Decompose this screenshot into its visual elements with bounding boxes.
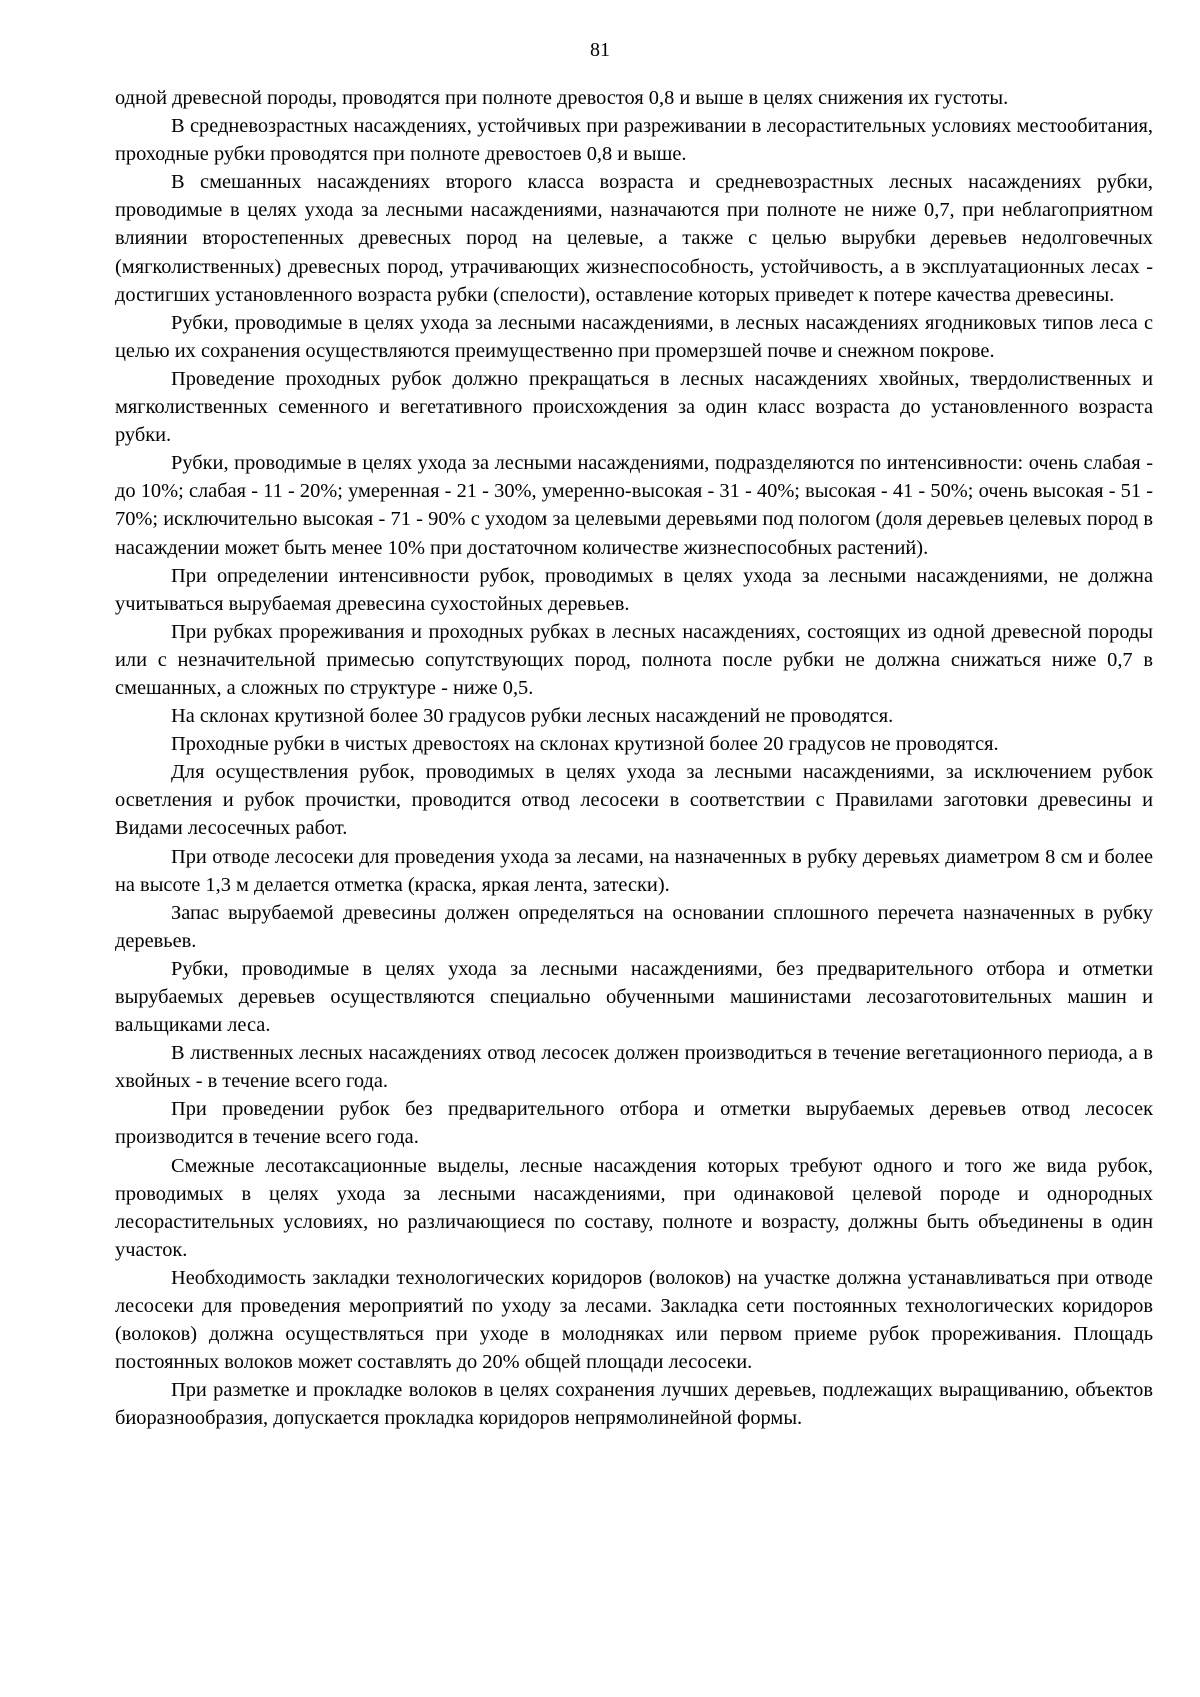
paragraph: Рубки, проводимые в целях ухода за лесными насаждениями, без предварительного отбора и отметки вырубаемых деревьев осуществляются специально обученными машинистами лесозаготовительных машин и вальщиками леса. (115, 957, 1153, 1037)
paragraph: При разметке и прокладке волоков в целях сохранения лучших деревьев, подлежащих выращиванию, объектов биоразнообразия, допускается прокладка коридоров непрямолинейной формы. (115, 1379, 1153, 1430)
paragraph: При отводе лесосеки для проведения ухода за лесами, на назначенных в рубку деревьях диаметром 8 см и более на высоте 1,3 м делается отметка (краска, яркая лента, затески). (115, 845, 1153, 896)
paragraph: Необходимость закладки технологических коридоров (волоков) на участке должна устанавливаться при отводе лесосеки для проведения мероприятий по уходу за лесами. Закладка сети постоянных технологических коридоров (волоков) должна осуществляться при уходе в молодняках или первом приеме рубок прореживания. Площадь постоянных волоков может составлять до 20% общей площади лесосеки. (115, 1266, 1153, 1374)
paragraph: Проходные рубки в чистых древостоях на склонах крутизной более 20 градусов не проводятся. (171, 733, 999, 756)
paragraph: В средневозрастных насаждениях, устойчивых при разреживании в лесорастительных условиях местообитания, проходные рубки проводятся при полноте древостоев 0,8 и выше. (115, 115, 1153, 166)
paragraph: При рубках прореживания и проходных рубках в лесных насаждениях, состоящих из одной древесной породы или с незначительной примесью сопутствующих пород, полнота после рубки не должна снижаться ниже 0,7 в смешанных, а сложных по структуре - ниже 0,5. (115, 620, 1153, 699)
paragraph: При определении интенсивности рубок, проводимых в целях ухода за лесными насаждениями, не должна учитываться вырубаемая древесина сухостойных деревьев. (115, 564, 1153, 615)
paragraph: Рубки, проводимые в целях ухода за лесными насаждениями, подразделяются по интенсивности: очень слабая - до 10%; слабая - 11 - 20%; умеренная - 21 - 30%, умеренно-высокая - 31 - 40%; высокая - 41 - 50%; очень высокая - 51 - 70%; исключительно высокая - 71 - 90% с уходом за целевыми деревьями под пологом (доля деревьев целевых пород в насаждении может быть менее 10% при достаточном количестве жизнеспособных растений). (115, 452, 1153, 559)
paragraph: Смежные лесотаксационные выделы, лесные насаждения которых требуют одного и того же вида рубок, проводимых в целях ухода за лесными насаждениями, при одинаковой целевой породе и однородных лесорастительных условиях, но различающиеся по составу, полноте и возрасту, должны быть объединены в один участок. (115, 1154, 1153, 1261)
paragraph: В смешанных насаждениях второго класса возраста и средневозрастных лесных насаждениях рубки, проводимые в целях ухода за лесными насаждениями, назначаются при полноте не ниже 0,7, при неблагоприятном влиянии второстепенных древесных пород на целевые, а также с целью вырубки деревьев недолговечных (мягколиственных) древесных пород, утрачивающих жизнеспособность, устойчивость, а в эксплуатационных лесах - достигших установленного возраста рубки (спелости), оставление которых приведет к потере качества древесины. (115, 171, 1153, 306)
paragraph: На склонах крутизной более 30 градусов рубки лесных насаждений не проводятся. (171, 705, 894, 728)
paragraph: Рубки, проводимые в целях ухода за лесными насаждениями, в лесных насаждениях ягодниковых типов леса с целью их сохранения осуществляются преимущественно при промерзшей почве и снежном покрове. (115, 311, 1153, 362)
page-body (115, 84, 1153, 1433)
page-number: 81 (590, 39, 610, 61)
paragraph-continued: одной древесной породы, проводятся при полноте древостоя 0,8 и выше в целях снижения их густоты. (115, 87, 1009, 109)
paragraph: Для осуществления рубок, проводимых в целях ухода за лесными насаждениями, за исключением рубок осветления и рубок прочистки, проводится отвод лесосеки в соответствии с Правилами заготовки древесины и Видами лесосечных работ. (115, 761, 1153, 840)
paragraph: При проведении рубок без предварительного отбора и отметки вырубаемых деревьев отвод лесосек производится в течение всего года. (115, 1098, 1153, 1149)
paragraph: В лиственных лесных насаждениях отвод лесосек должен производиться в течение вегетационного периода, а в хвойных - в течение всего года. (115, 1042, 1153, 1093)
paragraph: Запас вырубаемой древесины должен определяться на основании сплошного перечета назначенных в рубку деревьев. (115, 901, 1153, 952)
paragraph: Проведение проходных рубок должно прекращаться в лесных насаждениях хвойных, твердолиственных и мягколиственных семенного и вегетативного происхождения за один класс возраста до установленного возраста рубки. (115, 367, 1153, 447)
